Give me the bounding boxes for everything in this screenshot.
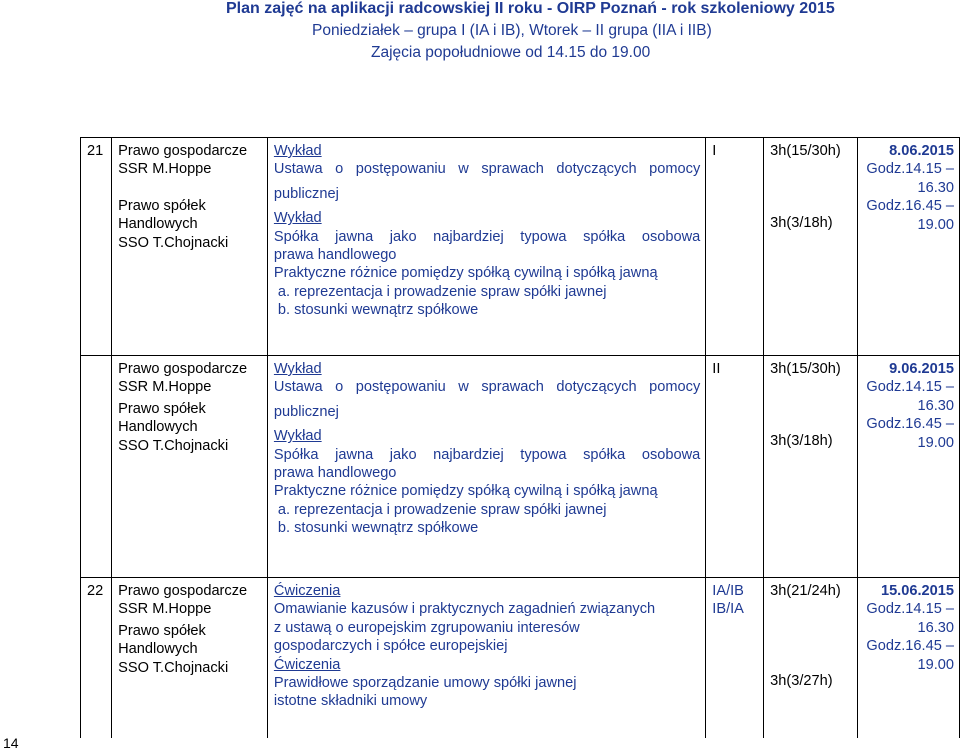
lecturer-name: SSO T.Chojnacki xyxy=(118,234,229,251)
class-form: Ćwiczenia xyxy=(273,583,341,599)
topic-line: istotne składniki umowy xyxy=(273,693,428,710)
topic-line: prawa handlowego xyxy=(273,465,397,482)
topic-line: Ustawa o postępowaniu w sprawach dotyczących pomocy xyxy=(273,161,701,178)
subject-name: Prawo spółek xyxy=(118,622,206,639)
lecturer-name: SSR M.Hoppe xyxy=(118,379,212,396)
row-number xyxy=(81,356,112,578)
topic-cell xyxy=(267,356,705,578)
topic-line: a. reprezentacja i prowadzenie spraw spółki jawnej xyxy=(277,283,607,300)
topic-line: Omawianie kazusów i praktycznych zagadnień związanych xyxy=(273,601,656,618)
topic-line: prawa handlowego xyxy=(273,247,397,264)
hours-total: 3h(15/30h) xyxy=(770,361,841,377)
group-cell: II xyxy=(706,356,764,578)
lecturer-name: SSO T.Chojnacki xyxy=(118,437,229,454)
hours-total: 3h(15/30h) xyxy=(770,143,841,159)
date: 9.06.2015 xyxy=(889,361,954,377)
time: Godz.14.15 – xyxy=(866,379,954,396)
table-row xyxy=(81,356,960,578)
subject-name: Prawo spółek xyxy=(118,197,206,214)
subject-cell xyxy=(112,356,268,578)
class-form: Ćwiczenia xyxy=(273,656,341,673)
group-label: IA/IB xyxy=(712,583,744,599)
group-cell: I xyxy=(706,138,764,356)
time: Godz.14.15 – xyxy=(866,161,954,178)
time: 19.00 xyxy=(917,434,954,451)
topic-line: Prawidłowe sporządzanie umowy spółki jawnej xyxy=(273,675,577,692)
hours-cell xyxy=(764,138,857,356)
table-row xyxy=(81,138,960,356)
class-form: Wykład xyxy=(273,143,322,159)
time: Godz.16.45 – xyxy=(866,416,954,433)
topic-line: Spółka jawna jako najbardziej typowa spółka osobowa xyxy=(273,446,701,463)
hours-cell xyxy=(764,356,857,578)
topic-line: publicznej xyxy=(273,185,339,202)
topic-line: a. reprezentacja i prowadzenie spraw spółki jawnej xyxy=(277,501,607,518)
date-cell xyxy=(857,356,959,578)
page-title: Plan zajęć na aplikacji radcowskiej II roku - OIRP Poznań - rok szkoleniowy 2015 xyxy=(226,0,835,17)
date: 15.06.2015 xyxy=(880,583,954,599)
subject-name: Handlowych xyxy=(118,641,198,658)
topic-line: Ustawa o postępowaniu w sprawach dotyczących pomocy xyxy=(273,379,701,396)
time: 16.30 xyxy=(917,397,954,414)
subject-name: Prawo spółek xyxy=(118,400,206,417)
lecturer-name: SSR M.Hoppe xyxy=(118,601,212,618)
group-schedule-line: Poniedziałek – grupa I (IA i IB), Wtorek – II grupa (IIA i IIB) xyxy=(312,22,712,39)
hours-total: 3h(3/18h) xyxy=(770,215,833,232)
date: 8.06.2015 xyxy=(889,143,954,159)
topic-line: Spółka jawna jako najbardziej typowa spółka osobowa xyxy=(273,228,701,245)
topic-line: b. stosunki wewnątrz spółkowe xyxy=(277,302,479,319)
date-cell xyxy=(857,578,959,738)
topic-line: Praktyczne różnice pomiędzy spółką cywilną i spółką jawną xyxy=(273,265,658,282)
subject-cell xyxy=(112,138,268,356)
topic-cell xyxy=(267,138,705,356)
schedule-table xyxy=(80,137,960,738)
subject-name: Prawo gospodarcze xyxy=(118,361,248,377)
time: 16.30 xyxy=(917,179,954,196)
topic-line: gospodarczych i spółce europejskiej xyxy=(273,638,508,655)
hours-total: 3h(3/27h) xyxy=(770,673,833,690)
group-label: IB/IA xyxy=(712,601,744,618)
time: 19.00 xyxy=(917,656,954,673)
time: 19.00 xyxy=(917,216,954,233)
row-number: 22 xyxy=(81,578,112,738)
group-cell xyxy=(706,578,764,738)
date-cell xyxy=(857,138,959,356)
row-number: 21 xyxy=(81,138,112,356)
time: Godz.16.45 – xyxy=(866,638,954,655)
subject-name: Prawo gospodarcze xyxy=(118,583,248,599)
hours-total: 3h(3/18h) xyxy=(770,433,833,450)
table-row xyxy=(81,578,960,738)
hours-cell xyxy=(764,578,857,738)
subject-name: Prawo gospodarcze xyxy=(118,143,248,159)
time: 16.30 xyxy=(917,619,954,636)
hours-line: Zajęcia popołudniowe od 14.15 do 19.00 xyxy=(371,44,651,61)
subject-name: Handlowych xyxy=(118,216,198,233)
lecturer-name: SSR M.Hoppe xyxy=(118,161,212,178)
topic-line: b. stosunki wewnątrz spółkowe xyxy=(277,520,479,537)
class-form: Wykład xyxy=(273,361,322,377)
hours-total: 3h(21/24h) xyxy=(770,583,841,599)
class-form: Wykład xyxy=(273,428,322,445)
class-form: Wykład xyxy=(273,210,322,227)
topic-line: z ustawą o europejskim zgrupowaniu interesów xyxy=(273,619,580,636)
time: Godz.16.45 – xyxy=(866,198,954,215)
time: Godz.14.15 – xyxy=(866,601,954,618)
topic-line: publicznej xyxy=(273,403,339,420)
topic-line: Praktyczne różnice pomiędzy spółką cywilną i spółką jawną xyxy=(273,483,658,500)
topic-cell xyxy=(267,578,705,738)
lecturer-name: SSO T.Chojnacki xyxy=(118,659,229,676)
subject-cell xyxy=(112,578,268,738)
page-number: 14 xyxy=(3,735,19,751)
subject-name: Handlowych xyxy=(118,419,198,436)
